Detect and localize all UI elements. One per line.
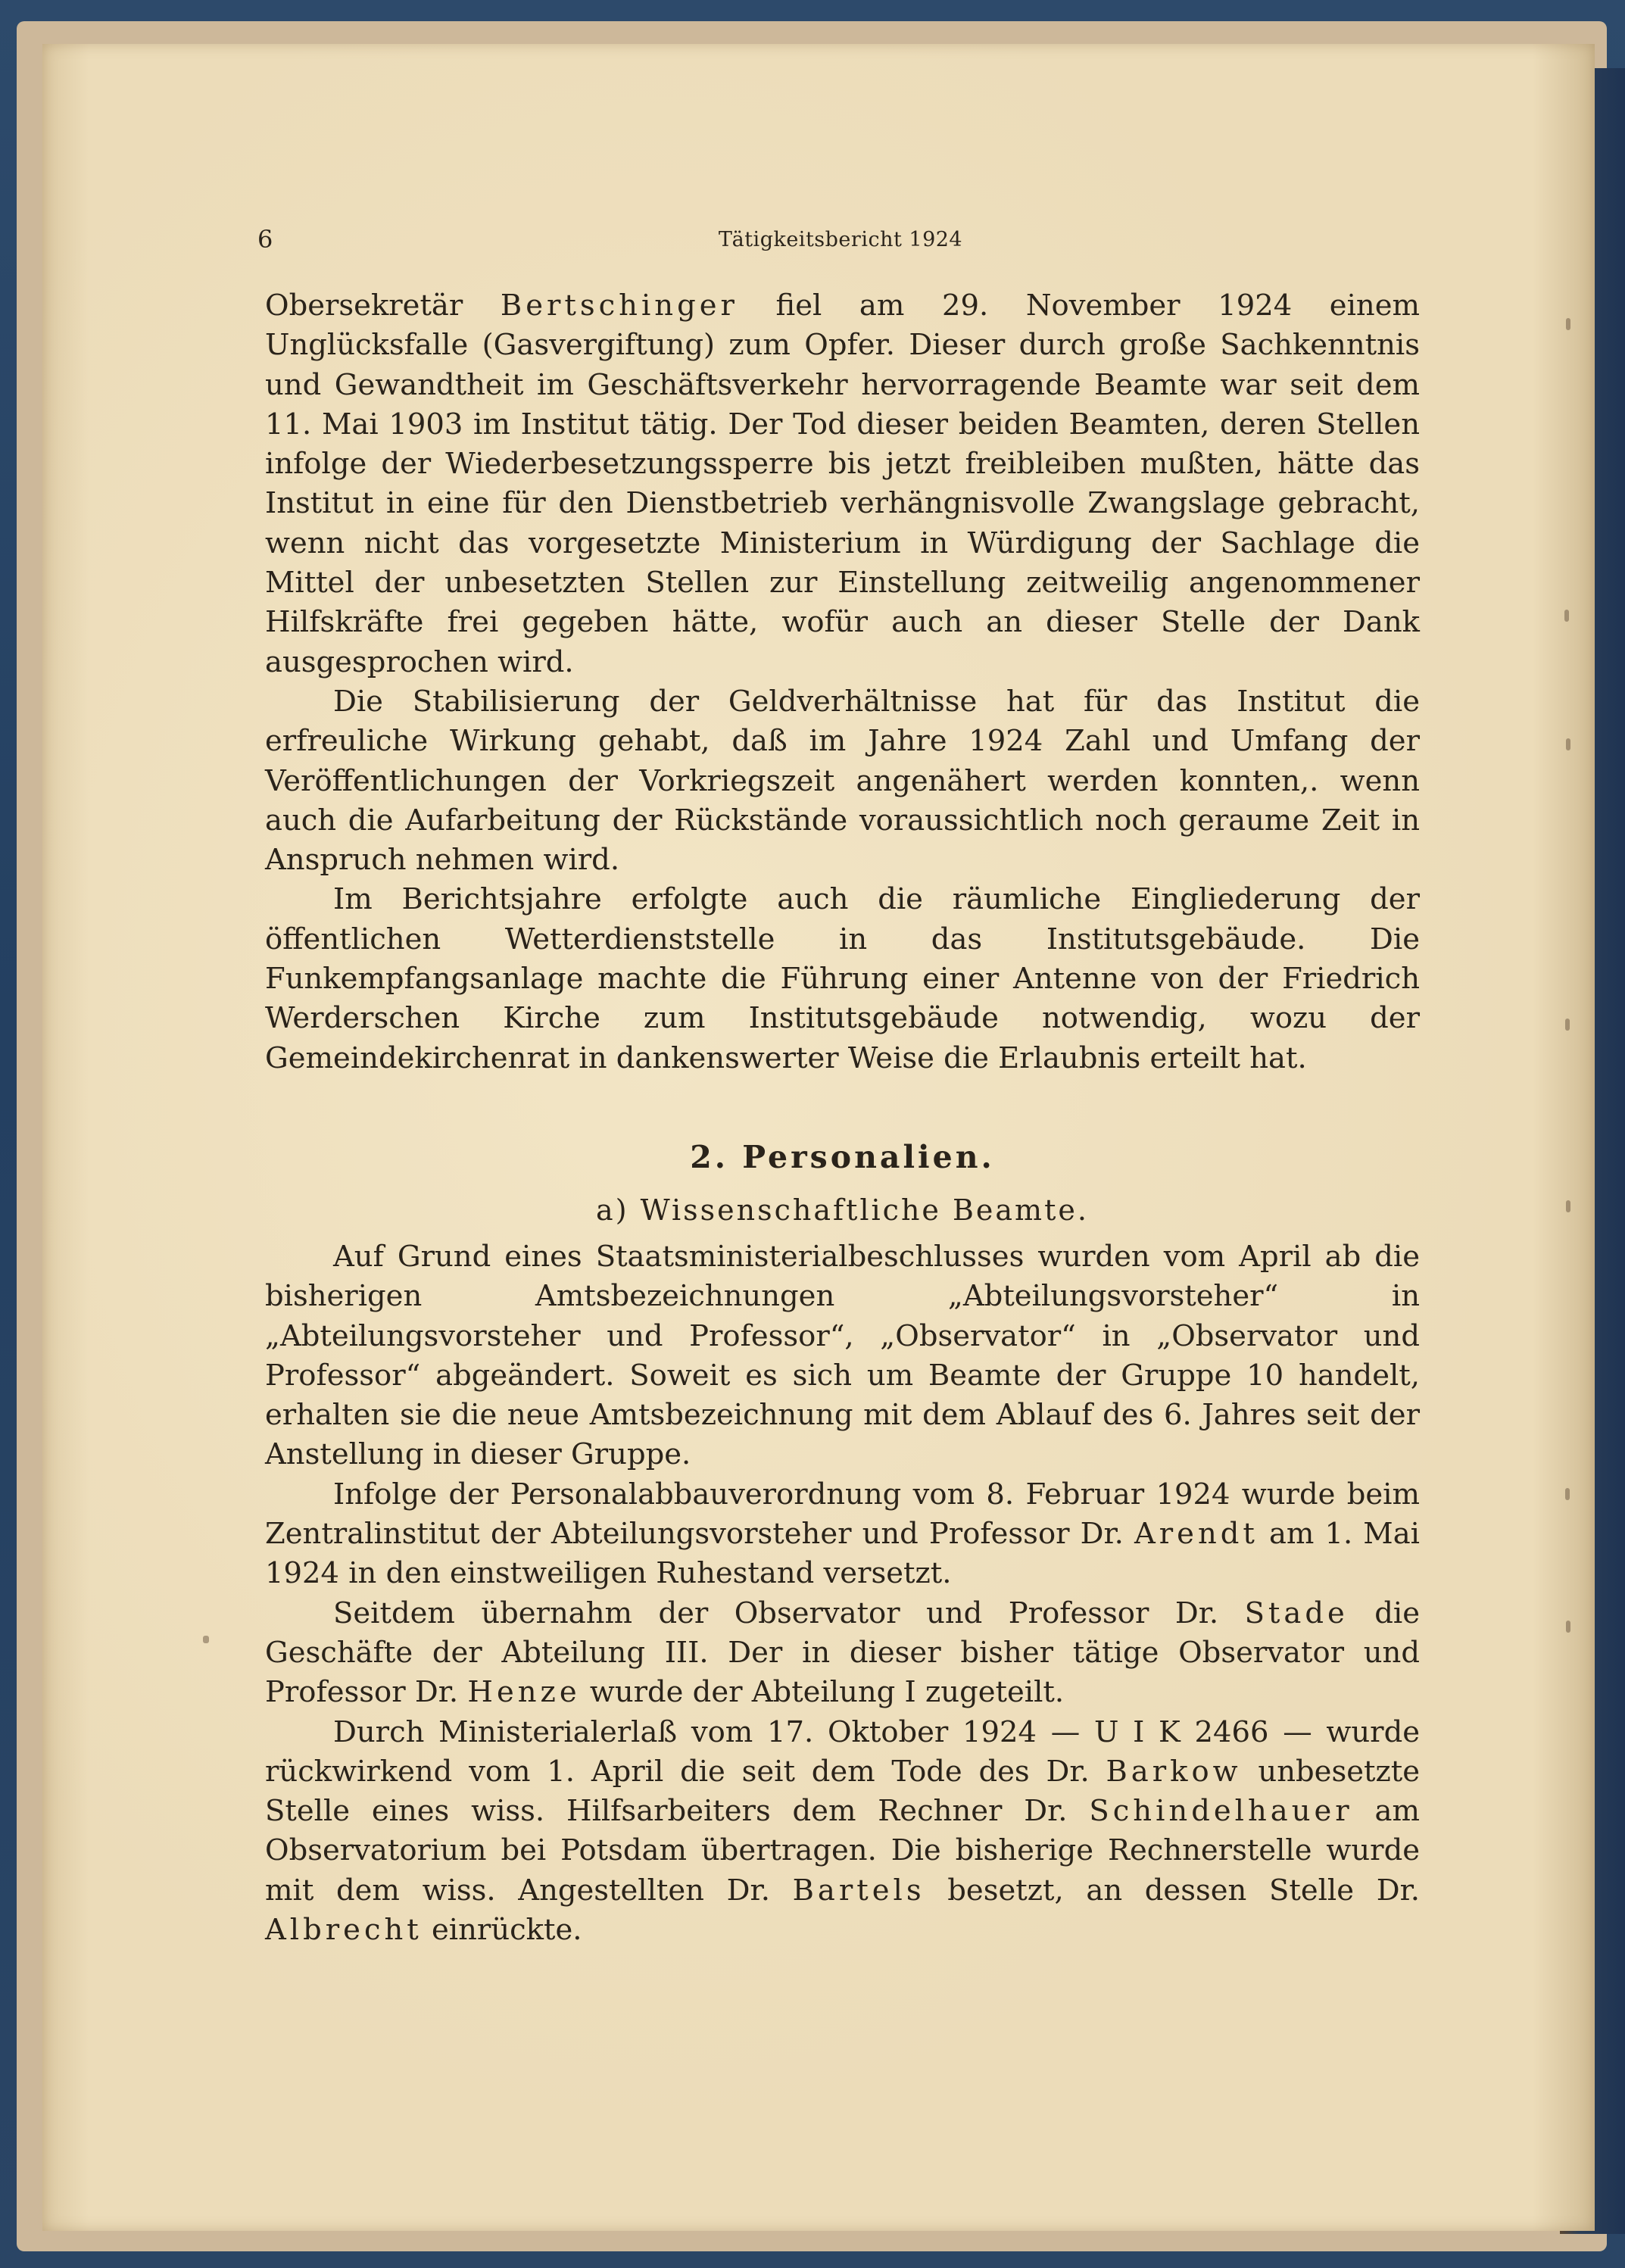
page-number: 6 [257, 225, 273, 254]
margin-speck [1566, 1621, 1570, 1633]
margin-speck [1566, 318, 1570, 330]
name-bartels: Bartels [792, 1873, 925, 1908]
name-stade: Stade [1244, 1596, 1349, 1630]
name-arendt: Arendt [1134, 1517, 1259, 1552]
margin-speck [1565, 1488, 1570, 1500]
section-heading: 2. Personalien. [690, 1138, 995, 1175]
margin-speck [1565, 1019, 1570, 1031]
paragraph-abteilung: Seitdem übernahm der Observator und Professor Dr. Stade die Geschäfte der Abteilung III. Der in dieser bisher tätige Observator und Professor Dr. Henze wurde der Abteilung I zugeteilt. [265, 1596, 1420, 1710]
running-title: Tätigkeitsbericht 1924 [718, 228, 963, 251]
margin-speck [1564, 610, 1569, 622]
margin-speck [1566, 738, 1570, 750]
paragraph-amtsbezeichnungen: Auf Grund eines Staatsministerialbeschlusses wurden vom April ab die bisherigen Amtsbezeichnungen „Abteilungsvorsteher“ in „Abteilungsvorsteher und Professor“, „Observator“ in „Observator und Professor“ abgeändert. Soweit es sich um Beamte der Gruppe 10 handelt, erhalten sie die neue Amtsbezeichnung mit dem Ablauf des 6. Jahres seit der Anstellung in dieser Gruppe. [265, 1239, 1420, 1472]
name-schindelhauer: Schindelhauer [1089, 1794, 1353, 1829]
paragraph-berichtsjahr: Im Berichtsjahre erfolgte auch die räumliche Eingliederung der öffentlichen Wetterdienststelle in das Institutsgebäude. Die Funkempfangsanlage machte die Führung einer Antenne von der Friedrich Werderschen Kirche zum Institutsgebäude notwendig, wozu der Gemeindekirchenrat in dankenswerter Weise die Erlaubnis erteilt hat. [265, 882, 1420, 1075]
name-henze: Henze [467, 1675, 581, 1710]
page-body [265, 286, 1420, 1950]
paragraph-stabilisierung: Die Stabilisierung der Geldverhältnisse hat für das Institut die erfreuliche Wirkung gehabt, daß im Jahre 1924 Zahl und Umfang der Veröffentlichungen der Vorkriegszeit angenähert werden konnten,. wenn auch die Aufarbeitung der Rückstände voraussichtlich noch geraume Zeit in Anspruch nehmen wird. [265, 684, 1420, 878]
paragraph-ministerialerlass: Durch Ministerialerlaß vom 17. Oktober 1924 — U I K 2466 — wurde rückwirkend vom 1. April die seit dem Tode des Dr. Barkow unbesetzte Stelle eines wiss. Hilfsarbeiters dem Rechner Dr. Schindelhauer am Observatorium bei Potsdam übertragen. Die bisherige Rechnerstelle wurde mit dem wiss. Angestellten Dr. Bartels besetzt, an dessen Stelle Dr. Albrecht einrückte. [265, 1714, 1420, 1947]
margin-speck [1566, 1200, 1570, 1212]
paragraph-continuation: Obersekretär Bertschinger fiel am 29. November 1924 einem Unglücksfalle (Gasvergiftung) zum Opfer. Dieser durch große Sachkenntnis und Gewandtheit im Geschäftsverkehr hervorragende Beamte war seit dem 11. Mai 1903 im Institut tätig. Der Tod dieser beiden Beamten, deren Stellen infolge der Wiederbesetzungssperre bis jetzt freibleiben mußten, hätte das Institut in eine für den Dienstbetrieb verhängnisvolle Zwangslage gebracht, wenn nicht das vorgesetzte Ministerium in Würdigung der Sachlage die Mittel der unbesetzten Stellen zur Einstellung zeitweilig angenommener Hilfskräfte frei gegeben hätte, wofür auch an dieser Stelle der Dank ausgesprochen wird. [265, 289, 1420, 679]
name-albrecht: Albrecht [265, 1912, 423, 1947]
page-header [257, 225, 1424, 263]
name-bertschinger: Bertschinger [500, 289, 738, 323]
name-barkow: Barkow [1106, 1754, 1242, 1789]
paragraph-personalabbau: Infolge der Personalabbauverordnung vom 8. Februar 1924 wurde beim Zentralinstitut der Abteilungsvorsteher und Professor Dr. Arendt am 1. Mai 1924 in den einstweiligen Ruhestand versetzt. [265, 1477, 1420, 1591]
margin-speck [203, 1636, 209, 1643]
subsection-heading: a) Wissenschaftliche Beamte. [596, 1193, 1089, 1227]
